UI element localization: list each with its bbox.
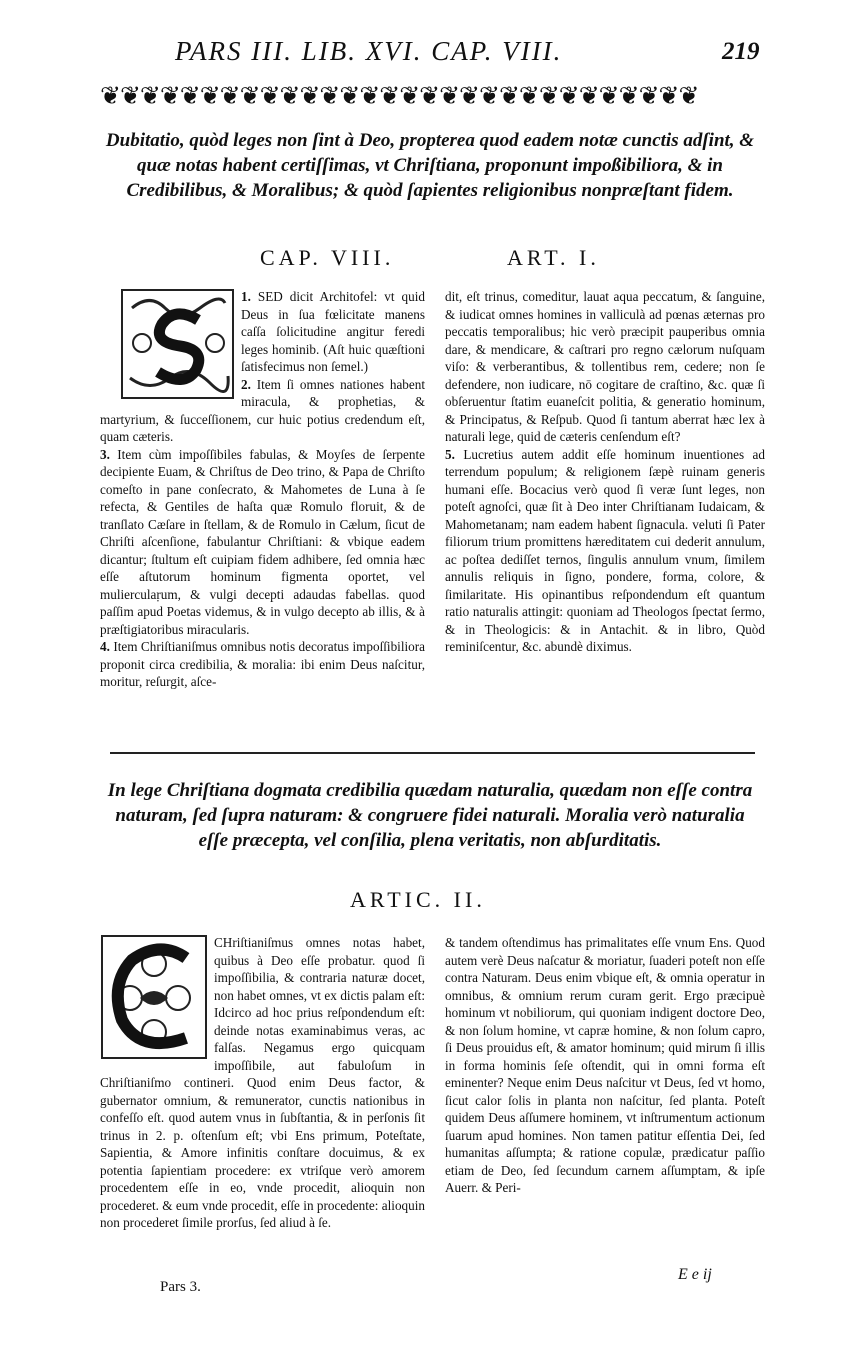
article-label: ART. I. xyxy=(507,245,600,270)
paragraph-number: 3. xyxy=(100,446,110,462)
article-label-2: ARTIC. II. xyxy=(350,887,486,912)
paragraph-text: Item cùm impoſſibiles fabulas, & Moyſes de ſerpente decipiente Euam, & Chriſtus de Deo trino, & Papa de Chriſto comeſto in pane conſecrato, & Mahometes de Luna à ſe refecta, & Gentiles de haſta quæ Romulo floruit, & de tranſlato Cæſare in ſtellam, & de Romulo in Cælum, ſicut de Chriſti aſcenſione, fabulantur Chriſtiani: & vbique eadem dicantur; ſtultum eſt cuipiam fidem adhibere, ſed omnia hæc eſſe aſtutorum hominum figmenta oportet, vel mulierculaṛum, & vulgi decepti adaudas fabellas. quod paſſim apud Poetas videmus, & in vulgo decepto ab illis, & à præſtigiatoribus miracularis. xyxy=(100,446,425,637)
column-right-art2 xyxy=(445,934,765,1197)
paragraph-number: 1. xyxy=(241,289,251,304)
section-divider-rule xyxy=(110,752,755,754)
paragraph-number: 4. xyxy=(100,639,110,654)
running-title: PARS III. LIB. XVI. CAP. VIII. xyxy=(175,36,563,66)
column-left-art2 xyxy=(100,934,425,1232)
page-number: 219 xyxy=(722,38,760,65)
paragraph-text: dit, eſt trinus, comeditur, lauat aqua peccatum, & ſanguine, & iudicat omnes homines in valliculà ad pœnas æternas pro peccatis temporalibus; hic verò præcipit pauperibus omnia dare, & mendicare, & caſtrari pro regno cælorum nuſquam viſo: & verberantibus, & tollentibus rem, cedere; non ſe defendere, non iudicare, nō cogitare de craſtino, &c. quæ ſi obſeruentur ſtatim euaneſcit politia, & generatio hominum, & Principatus, & Reſpub. Quod ſi tantum aberrat hæc lex à naturali lege, quid de cæteris cenſendum eſt? xyxy=(445,289,765,444)
paragraph-text: Item ſi omnes nationes habent miracula, & prophetias, & martyrium, & ſucceſſionem, cur huic potius credendum eſt, quam cæteris. xyxy=(100,376,426,444)
signature-mark-left: Pars 3. xyxy=(160,1279,201,1295)
paragraph-text: SED dicit Architofel: vt quid Deus in ſua fœlicitate manens caſſa ſolicitudine angitur feredi leges hominib. (Aſt huic quæſtioni ſatisfecimus non ſemel.) xyxy=(241,289,425,374)
decorated-initial-c-icon xyxy=(100,934,208,1060)
column-left-art1 xyxy=(100,288,425,691)
paragraph-text: Lucretius autem addit eſſe hominum inuentiones ad terrendum populum; & religionem ſæpè ruinam generis humani eſſe. Bocacius verò quod ſi veræ ſunt leges, non poteſt agnoſci, quæ ſit à Deo inter Chriſtianam Iudaicam, & Mahometanam; nam eadem habent ſignacula. veluti ſi Pater filiorum trium promittens hæreditatem cui dederit annulum, ac poſtea dediſſet ternos, ſingulis annulum vnum, ſimilem annulis reliquis in ſigno, pondere, forma, colore, & ſimilaritate. His opinantibus reſpondendum eſt quantum ratio naturalis attingit: quoniam ad Theologos ſpectat ſermo, & in Theologicis: & in Antachit. & in libro, Quòd reminiſcentur, &c. abundè diximus. xyxy=(445,446,766,654)
column-right-art1 xyxy=(445,288,765,656)
signature-mark-right: E e ij xyxy=(678,1266,712,1283)
paragraph-text: CHriſtianiſmus omnes notas habet, quibus à Deo eſſe probatur. quod ſi impoſſibilia, & contraria naturæ docet, non habet omnes, vt ex dictis palam eſt: Idcirco ad hoc prius reſpondendum eſt: deinde notas examinabimus veras, ac falſas. Negamus ergo quicquam impoſſibile, aut fabuloſum in Chriſtianiſmo contineri. Quod enim Deus factor, & gubernator omnium, & remunerator, cunctis nationibus in confeſſo eſt. quod autem vnus in ſubſtantia, & in perſonis ſit trinus in 2. p. oſtenſum eſt; vbi Ens primum, Poteſtate, Sapientia, & Amore infinitis conſtare docuimus, & ex potentia ſapientiam procedere: ex vtriſque verò amorem procedentem eſſe in eo, vnde procedit, alioquin non procederet. & eum vnde procedit, eſſe in procedente: alioquin non procederet ſimile prorſus, ſed aliud à ſe. xyxy=(100,935,425,1230)
paragraph-number: 2. xyxy=(241,376,251,392)
decorated-initial-s-icon xyxy=(120,288,235,400)
section-title-dubitatio: Dubitatio, quòd leges non ſint à Deo, propterea quod eadem notæ cunctis adſint, & quæ notas habent certiſſimas, vt Chriſtiana, proponunt impoßibiliora, & in Credibilibus, & Moralibus; & quòd ſapientes religionibus nonpræſtant fidem. xyxy=(105,130,755,201)
paragraph-number: 5. xyxy=(445,446,455,462)
paragraph-text: Item Chriſtianiſmus omnibus notis decoratus impoſſibiliora proponit circa credibilia, & moralia: ibi enim Deus naſcitur, moritur, reſurgit, aſce- xyxy=(100,639,425,689)
section-title-in-lege: In lege Chriſtiana dogmata credibilia quædam naturalia, quædam non eſſe contra naturam, ſed ſupra naturam: & congruere fidei naturali. Moralia verò naturalia eſſe præcepta, vel conſilia, plena veritatis, non abſurditatis. xyxy=(107,780,753,851)
chapter-label: CAP. VIII. xyxy=(260,245,395,270)
decorative-ornament-band: ❦❦❦❦❦❦❦❦❦❦❦❦❦❦❦❦❦❦❦❦❦❦❦❦❦❦❦❦❦❦ xyxy=(100,83,699,110)
paragraph-text: & tandem oſtendimus has primalitates eſſe vnum Ens. Quod autem verè Deus naſcatur & moriatur, ſuaderi poteſt non eſſe contra Naturam. Deus enim vbique eſt, & omnia operatur in omnibus, & omnium rerum curam gerit. Ergo præcipuè hominum vt nobiliorum, qui quoniam indigent doctore Deo, & non ſolum homine, vt capræ homine, & non ſolum capro, ſi Deus prouidus eſt, & amator hominum; quid mirum ſi illis in forma hominis ſeſe oſtendit, qui in omni forma eſt eminenter? Neque enim Deus naſcitur vt Deus, ſed vt homo, ſicut calor ſolis in planta non naſcitur, ſed planta. Poteſt quidem Deus aſſumere hominem, vt inſtrumentum actionum ſuarum apud homines. Non tamen patitur eſſentia Dei, ſed humanitas aſſumpta; & ratione copulæ, prædicatur paſſio etiam de Deo, ſed ſecundum carnem aſſumptam, & ipſe Auerr. & Peri- xyxy=(445,935,765,1195)
